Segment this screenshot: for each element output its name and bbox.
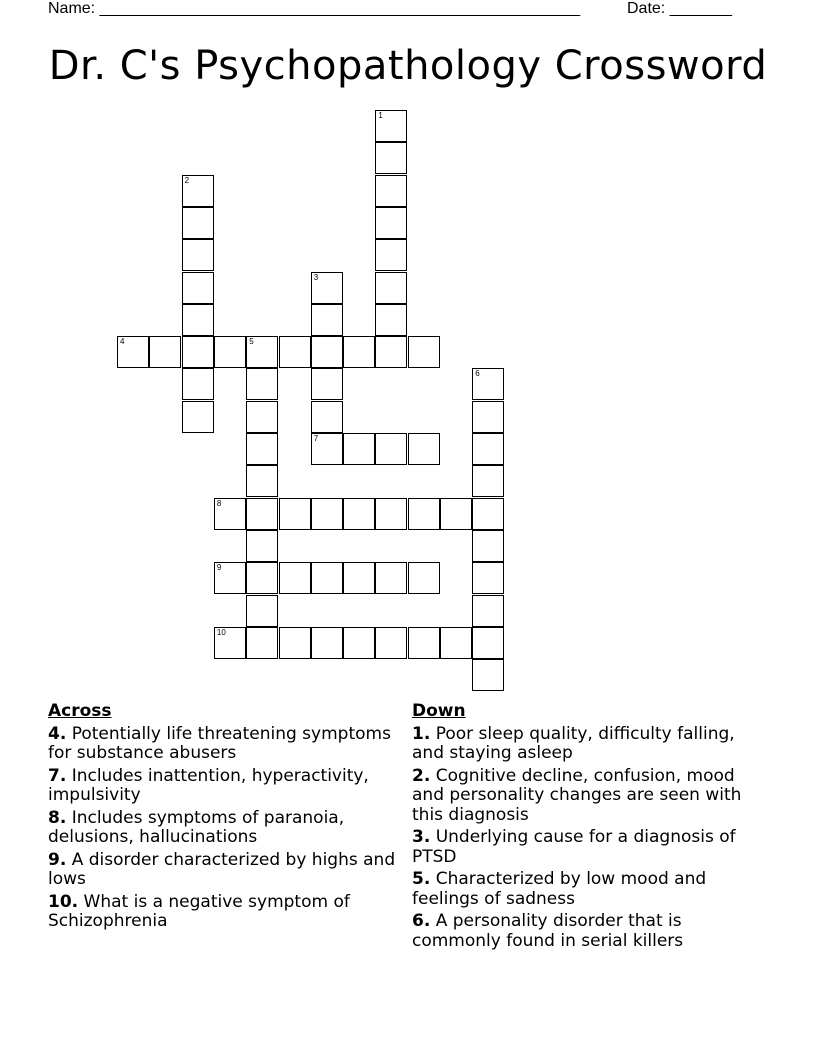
clue-text: Potentially life threatening symptoms for substance abusers: [48, 723, 391, 763]
grid-cell[interactable]: [246, 336, 278, 368]
grid-cell[interactable]: [343, 562, 375, 594]
grid-cell[interactable]: [472, 627, 504, 659]
cell-number: 9: [216, 563, 222, 573]
grid-cell[interactable]: [246, 530, 278, 562]
down-heading: Down: [412, 701, 466, 721]
grid-cell[interactable]: [311, 368, 343, 400]
page-title: Dr. C's Psychopathology Crossword: [48, 43, 768, 89]
cell-number: 7: [313, 434, 319, 443]
grid-cell[interactable]: [343, 433, 375, 465]
grid-cell[interactable]: [375, 304, 407, 336]
grid-cell[interactable]: [408, 498, 440, 530]
across-heading: Across: [48, 701, 112, 721]
grid-cell[interactable]: [279, 627, 311, 659]
grid-cell[interactable]: [472, 659, 504, 691]
grid-cell[interactable]: [214, 498, 246, 530]
cell-number: 3: [313, 272, 319, 282]
grid-cell[interactable]: [408, 627, 440, 659]
grid-cell[interactable]: [246, 595, 278, 627]
grid-cell[interactable]: [472, 465, 504, 497]
grid-cell[interactable]: [117, 336, 149, 368]
clue-across-4: [48, 725, 408, 764]
cell-number: 1: [378, 111, 383, 120]
clue-number: 8.: [48, 807, 67, 828]
grid-cell[interactable]: [246, 368, 278, 400]
grid-cell[interactable]: [440, 627, 472, 659]
clue-number: 10.: [48, 891, 79, 912]
clue-number: 9.: [48, 849, 67, 870]
clue-number: 3.: [412, 827, 431, 847]
clue-number: 5.: [412, 869, 431, 889]
cell-number: 4: [120, 337, 125, 347]
clue-number: 7.: [48, 765, 67, 786]
clue-across-8: [48, 809, 408, 848]
across-clues: [48, 702, 408, 935]
grid-cell[interactable]: [214, 627, 246, 659]
clue-text: Cognitive decline, confusion, mood and personality changes are seen with this diagnosis: [412, 765, 742, 825]
grid-cell[interactable]: [182, 272, 214, 304]
clue-down-5: [412, 870, 772, 909]
grid-cell[interactable]: [311, 401, 343, 433]
grid-cell[interactable]: [472, 433, 504, 465]
grid-cell[interactable]: [182, 239, 214, 271]
grid-cell[interactable]: [149, 336, 181, 368]
name-field-label: Name: ______________________________________________________: [48, 0, 581, 17]
grid-cell[interactable]: [246, 627, 278, 659]
clue-text: Underlying cause for a diagnosis of PTSD: [412, 827, 736, 867]
grid-cell[interactable]: [311, 304, 343, 336]
clue-number: 4.: [48, 723, 67, 744]
grid-cell[interactable]: [472, 498, 504, 530]
date-field-label: Date: _______: [627, 0, 732, 17]
grid-cell[interactable]: [408, 336, 440, 368]
grid-cell[interactable]: [311, 498, 343, 530]
grid-cell[interactable]: [375, 239, 407, 271]
grid-cell[interactable]: [246, 465, 278, 497]
grid-cell[interactable]: [375, 627, 407, 659]
grid-cell[interactable]: [408, 433, 440, 465]
clue-number: 2.: [412, 765, 431, 786]
grid-cell[interactable]: [182, 175, 214, 207]
clue-text: A disorder characterized by highs and lows: [48, 849, 396, 889]
grid-cell[interactable]: [472, 530, 504, 562]
grid-cell[interactable]: [375, 175, 407, 207]
grid-cell[interactable]: [279, 336, 311, 368]
clue-across-10: [48, 893, 408, 932]
grid-cell[interactable]: [375, 336, 407, 368]
grid-cell[interactable]: [343, 498, 375, 530]
cell-number: 2: [184, 175, 190, 185]
grid-cell[interactable]: [375, 110, 407, 142]
grid-cell[interactable]: [472, 368, 504, 400]
clue-text: Characterized by low mood and feelings of sadness: [412, 869, 707, 909]
clue-across-7: [48, 767, 408, 806]
clue-down-1: [412, 725, 772, 764]
grid-cell[interactable]: [472, 562, 504, 594]
clue-text: Includes symptoms of paranoia, delusions, hallucinations: [48, 807, 345, 847]
grid-cell[interactable]: [182, 304, 214, 336]
grid-cell[interactable]: [246, 401, 278, 433]
grid-cell[interactable]: [246, 562, 278, 594]
clue-across-9: [48, 851, 408, 890]
grid-cell[interactable]: [343, 336, 375, 368]
grid-cell[interactable]: [214, 562, 246, 594]
grid-cell[interactable]: [375, 207, 407, 239]
clue-down-3: [412, 828, 772, 867]
grid-cell[interactable]: [375, 562, 407, 594]
clue-down-2: [412, 767, 772, 826]
clue-number: 1.: [412, 723, 431, 744]
grid-cell[interactable]: [408, 562, 440, 594]
grid-cell[interactable]: [311, 562, 343, 594]
grid-cell[interactable]: [472, 401, 504, 433]
grid-cell[interactable]: [279, 562, 311, 594]
grid-cell[interactable]: [214, 336, 246, 368]
grid-cell[interactable]: [375, 272, 407, 304]
clue-text: A personality disorder that is commonly found in serial killers: [412, 911, 684, 951]
clue-text: Poor sleep quality, difficulty falling, and staying asleep: [412, 723, 735, 763]
grid-cell[interactable]: [182, 207, 214, 239]
cell-number: 8: [216, 498, 222, 508]
grid-cell[interactable]: [440, 498, 472, 530]
grid-cell[interactable]: [343, 627, 375, 659]
clue-number: 6.: [412, 911, 431, 931]
grid-cell[interactable]: [246, 498, 278, 530]
grid-cell[interactable]: [182, 368, 214, 400]
grid-cell[interactable]: [375, 433, 407, 465]
grid-cell[interactable]: [246, 433, 278, 465]
grid-cell[interactable]: [279, 498, 311, 530]
grid-cell[interactable]: [375, 498, 407, 530]
cell-number: 6: [475, 369, 480, 379]
grid-cell[interactable]: [182, 336, 214, 368]
grid-cell[interactable]: [375, 142, 407, 174]
grid-cell[interactable]: [472, 595, 504, 627]
cell-number: 10: [216, 627, 226, 637]
clue-text: Includes inattention, hyperactivity, impulsivity: [48, 765, 369, 805]
down-clues: [412, 702, 772, 954]
clue-down-6: [412, 912, 772, 951]
cell-number: 5: [249, 337, 254, 347]
grid-cell[interactable]: [182, 401, 214, 433]
grid-cell[interactable]: [311, 336, 343, 368]
grid-cell[interactable]: [311, 272, 343, 304]
clue-text: What is a negative symptom of Schizophrenia: [48, 891, 350, 931]
grid-cell[interactable]: [311, 627, 343, 659]
grid-cell[interactable]: [311, 433, 343, 465]
